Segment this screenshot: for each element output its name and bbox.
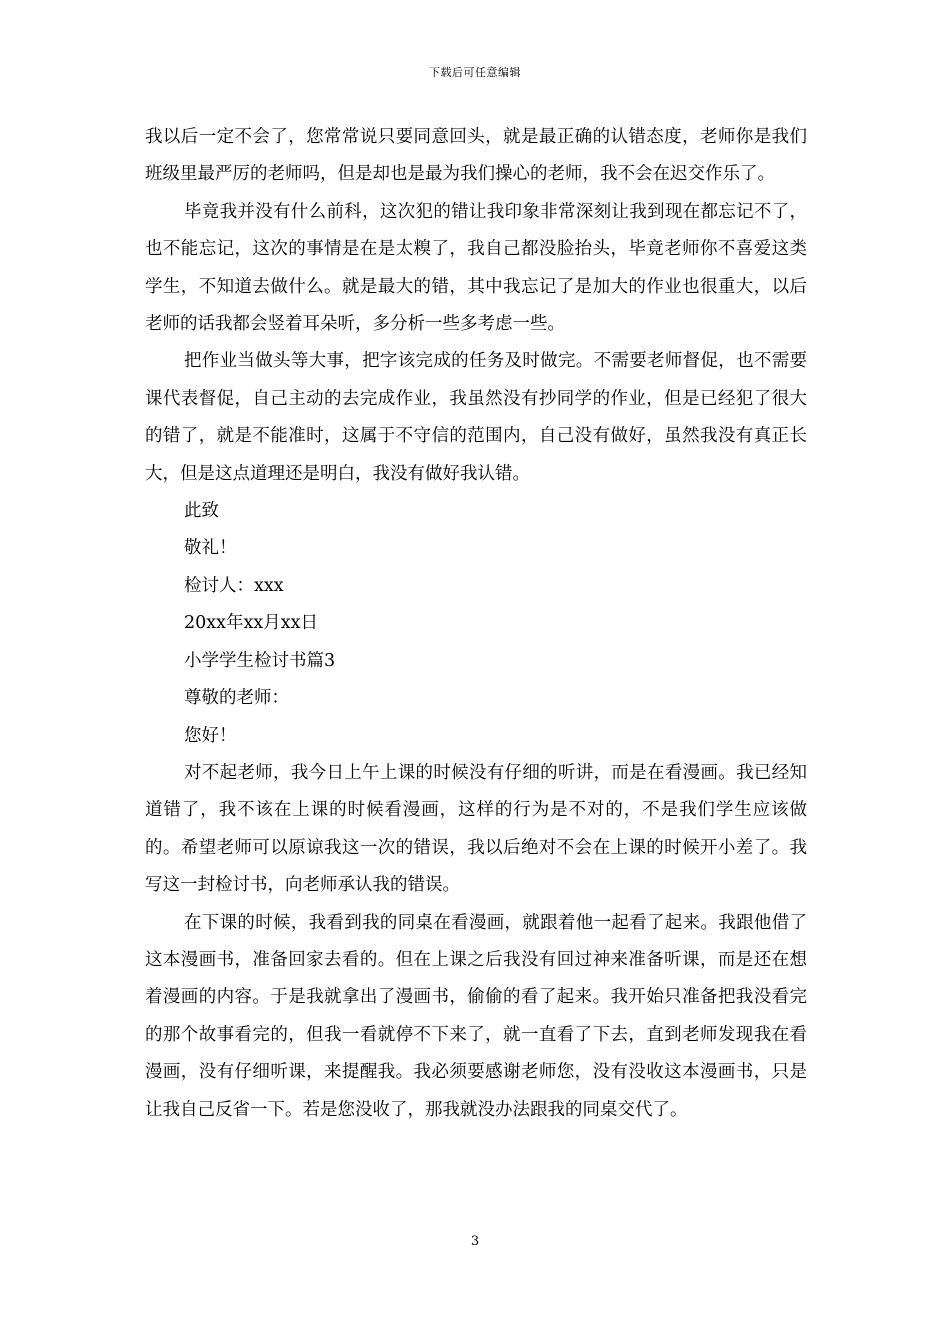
page-number: 3 [470, 1234, 480, 1249]
paragraph: 把作业当做头等大事，把字该完成的任务及时做完。不需要老师督促，也不需要课代表督促，自己主动的去完成作业，我虽然没有抄同学的作业，但是已经犯了很大的错了，就是不能准时，这属于不守信的范围内，自己没有做好，虽然我没有真正长大，但是这点道理还是明白，我没有做好我认错。 [145, 351, 807, 484]
page-header: 下载后可任意编辑 [429, 66, 521, 79]
closing-salute: 敬礼！ [184, 538, 237, 559]
paragraph: 对不起老师，我今日上午上课的时候没有仔细的听讲，而是在看漫画。我已经知道错了，我不该在上课的时候看漫画，这样的行为是不对的，不是我们学生应该做的。希望老师可以原谅我这一次的错误，我以后绝对不会在上课的时候开小差了。我写这一封检讨书，向老师承认我的错误。 [145, 762, 807, 896]
signature-line: 检讨人：xxx [184, 575, 284, 596]
paragraph: 我以后一定不会了，您常常说只要同意回头，就是最正确的认错态度，老师你是我们班级里最严厉的老师吗，但是却也是最为我们操心的老师，我不会在迟交作乐了。 [145, 127, 807, 185]
paragraph: 在下课的时候，我看到我的同桌在看漫画，就跟着他一起看了起来。我跟他借了这本漫画书，准备回家去看的。但在上课之后我没有回过神来准备听课，而是还在想着漫画的内容。于是我就拿出了漫画书，偷偷的看了起来。我开始只准备把我没看完的那个故事看完的，但我一看就停不下来了，就一直看了下去，直到老师发现我在看漫画，没有仔细听课，来提醒我。我必须要感谢老师您，没有没收这本漫画书，只是让我自己反省一下。若是您没收了，那我就没办法跟我的同桌交代了。 [145, 912, 807, 1120]
paragraph: 毕竟我并没有什么前科，这次犯的错让我印象非常深刻让我到现在都忘记不了，也不能忘记，这次的事情是在是太糗了，我自己都没脸抬头，毕竟老师你不喜爱这类学生，不知道去做什么。就是最大的错，其中我忘记了是加大的作业也很重大，以后老师的话我都会竖着耳朵听，多分析一些多考虑一些。 [145, 201, 807, 335]
salutation: 尊敬的老师： [184, 688, 289, 709]
date-line: 20xx年xx月xx日 [184, 613, 318, 634]
closing-line: 此致 [184, 501, 219, 522]
section-title: 小学学生检讨书篇3 [184, 650, 336, 671]
greeting: 您好！ [184, 725, 237, 746]
document-body [145, 119, 807, 1129]
